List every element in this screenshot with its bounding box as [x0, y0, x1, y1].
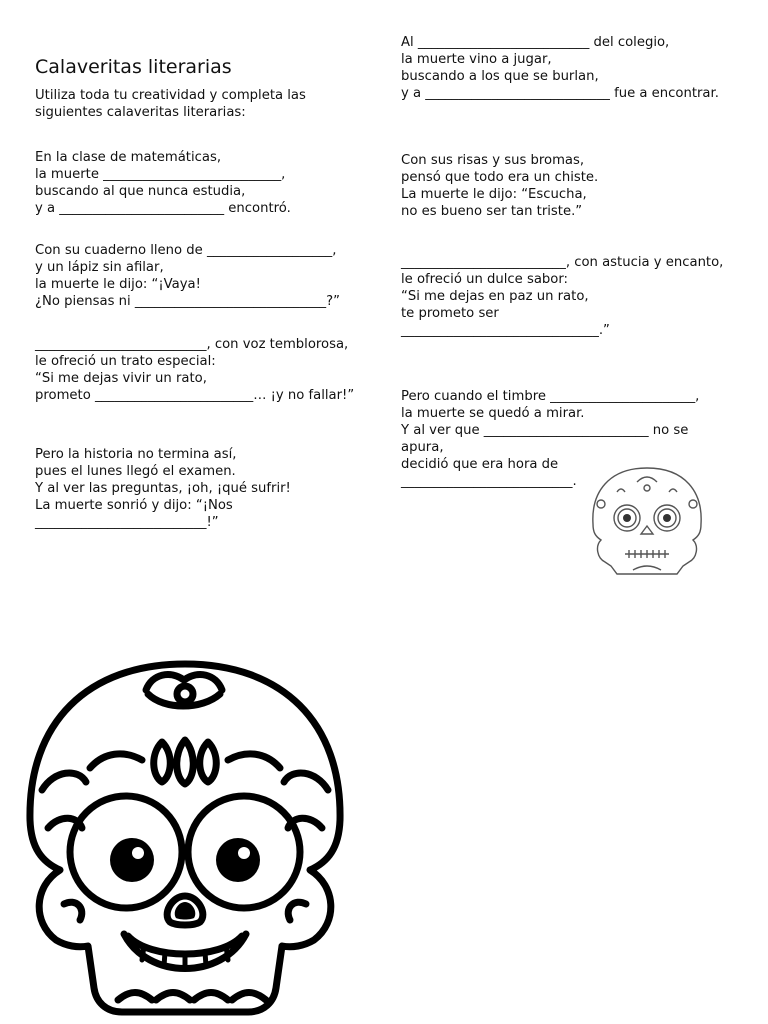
- stanza-8: Pero cuando el timbre ______________________, la muerte se quedó a mirar. Y al ver que _________________________ no se apura, decidió que era hora de __________________________.: [401, 389, 700, 489]
- stanza-5: Al __________________________ del colegio, la muerte vino a jugar, buscando a los que se burlan, y a ____________________________ fue a encontrar.: [401, 35, 719, 101]
- stanza-4: Pero la historia no termina así, pues el lunes llegó el examen. Y al ver las preguntas, ¡oh, ¡qué sufrir! La muerte sonrió y dijo: “¡Nos __________________________!”: [35, 447, 291, 530]
- large-sugar-skull-icon: [20, 650, 350, 1020]
- intro-text: Utiliza toda tu creatividad y completa las siguientes calaveritas literarias:: [35, 88, 306, 120]
- stanza-7: _________________________, con astucia y encanto, le ofreció un dulce sabor: “Si me dejas en paz un rato, te prometo ser ______________________________.”: [401, 255, 724, 338]
- small-sugar-skull-icon: [583, 462, 711, 578]
- stanza-1: En la clase de matemáticas, la muerte ___________________________, buscando al que nunca estudia, y a _________________________ encontró.: [35, 150, 291, 216]
- stanza-2: Con su cuaderno lleno de ___________________, y un lápiz sin afilar, la muerte le dijo: “¡Vaya! ¿No piensas ni _____________________________?”: [35, 243, 340, 309]
- stanza-3: __________________________, con voz temblorosa, le ofreció un trato especial: “Si me dejas vivir un rato, prometo ________________________… ¡y no fallar!”: [35, 337, 355, 403]
- page-title: Calaveritas literarias: [35, 56, 232, 78]
- stanza-6: Con sus risas y sus bromas, pensó que todo era un chiste. La muerte le dijo: “Escucha, no es bueno ser tan triste.”: [401, 153, 599, 219]
